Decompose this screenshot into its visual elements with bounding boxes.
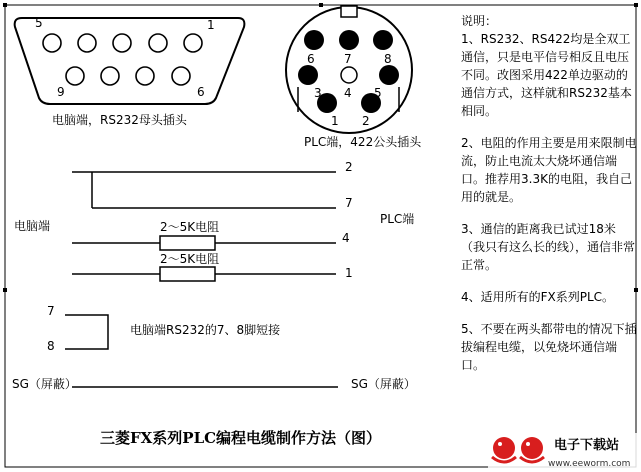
db9-pin: [101, 67, 119, 85]
din8-caption: PLC端，422公头插头: [304, 135, 422, 149]
note-item: 4、适用所有的FX系列PLC。: [461, 290, 615, 304]
resistor-2: [160, 267, 215, 281]
din8-pin: [298, 65, 318, 85]
din8-pin: [373, 30, 393, 50]
notes-panel: [461, 12, 637, 388]
corner-handle: [3, 3, 7, 7]
plc-pin-7-label: 7: [345, 196, 353, 210]
din8-pin-label: 5: [374, 86, 382, 100]
db9-pin-label: 1: [207, 18, 215, 32]
din8-pin: [304, 30, 324, 50]
db9-pin: [66, 67, 84, 85]
shield-right-label: SG（屏蔽）: [351, 377, 416, 391]
resistor-1: [160, 236, 215, 250]
plc-side-label: PLC端: [380, 212, 415, 226]
short-note: 电脑端RS232的7、8脚短接: [130, 323, 281, 337]
short-pin-7-label: 7: [47, 304, 55, 318]
din8-pin: [339, 30, 359, 50]
diagram-title: 三菱FX系列PLC编程电缆制作方法（图）: [100, 429, 382, 447]
watermark-url: www.eeworm.com: [548, 459, 631, 469]
db9-pin: [43, 34, 61, 52]
note-item: 1、RS232、RS422均是全双工通信，只是电平信号相反且电压不同。改图采用422单边驱动的通信方式，这样就和RS232基本相同。: [461, 32, 632, 118]
db9-pin: [136, 67, 154, 85]
din8-pin-label: 1: [331, 114, 339, 128]
corner-handle: [319, 3, 323, 7]
db9-pin: [78, 34, 96, 52]
corner-handle: [3, 288, 7, 292]
short-link: [65, 315, 108, 349]
resistor-label-1: 2～5K电阻: [160, 220, 220, 234]
din8-key: [341, 6, 357, 17]
db9-pin: [172, 67, 190, 85]
plc-pin-2-label: 2: [345, 160, 353, 174]
db9-pin: [184, 34, 202, 52]
db9-caption: 电脑端，RS232母头插头: [52, 113, 187, 127]
din8-pin-label: 4: [344, 86, 352, 100]
din8-pin-label: 8: [384, 52, 392, 66]
watermark-logo-text: 电子下载站: [554, 438, 620, 453]
note-item: 3、通信的距离我已试过18米（我只有这么长的线），通信非常正常。: [461, 222, 636, 272]
note-item: 5、不要在两头都带电的情况下插拔编程电缆，以免烧坏通信端口。: [461, 322, 637, 372]
notes-heading: 说明：: [461, 14, 498, 28]
db9-pin-label: 6: [197, 85, 205, 99]
resistor-label-2: 2～5K电阻: [160, 252, 220, 266]
db9-pin: [149, 34, 167, 52]
din8-pin-label: 2: [362, 114, 370, 128]
din8-pin-label: 7: [344, 52, 352, 66]
shield-left-label: SG（屏蔽）: [12, 377, 77, 391]
short-pin-8-label: 8: [47, 339, 55, 353]
din8-pin: [379, 65, 399, 85]
db9-pin-label: 9: [57, 85, 65, 99]
din8-center-hole: [341, 67, 357, 83]
db9-pin-label: 5: [35, 16, 43, 30]
db9-pin: [113, 34, 131, 52]
din8-pin-label: 3: [314, 86, 322, 100]
watermark: [488, 433, 641, 472]
pc-side-label: 电脑端: [14, 219, 51, 233]
note-item: 2、电阻的作用主要是用来限制电流，防止电流太大烧坏通信端口。推荐用3.3K的电阻，我自己用的就是。: [461, 136, 637, 204]
plc-pin-4-label: 4: [342, 231, 350, 245]
din8-pin-label: 6: [307, 52, 315, 66]
corner-handle: [634, 3, 638, 7]
plc-pin-1-label: 1: [345, 266, 353, 280]
